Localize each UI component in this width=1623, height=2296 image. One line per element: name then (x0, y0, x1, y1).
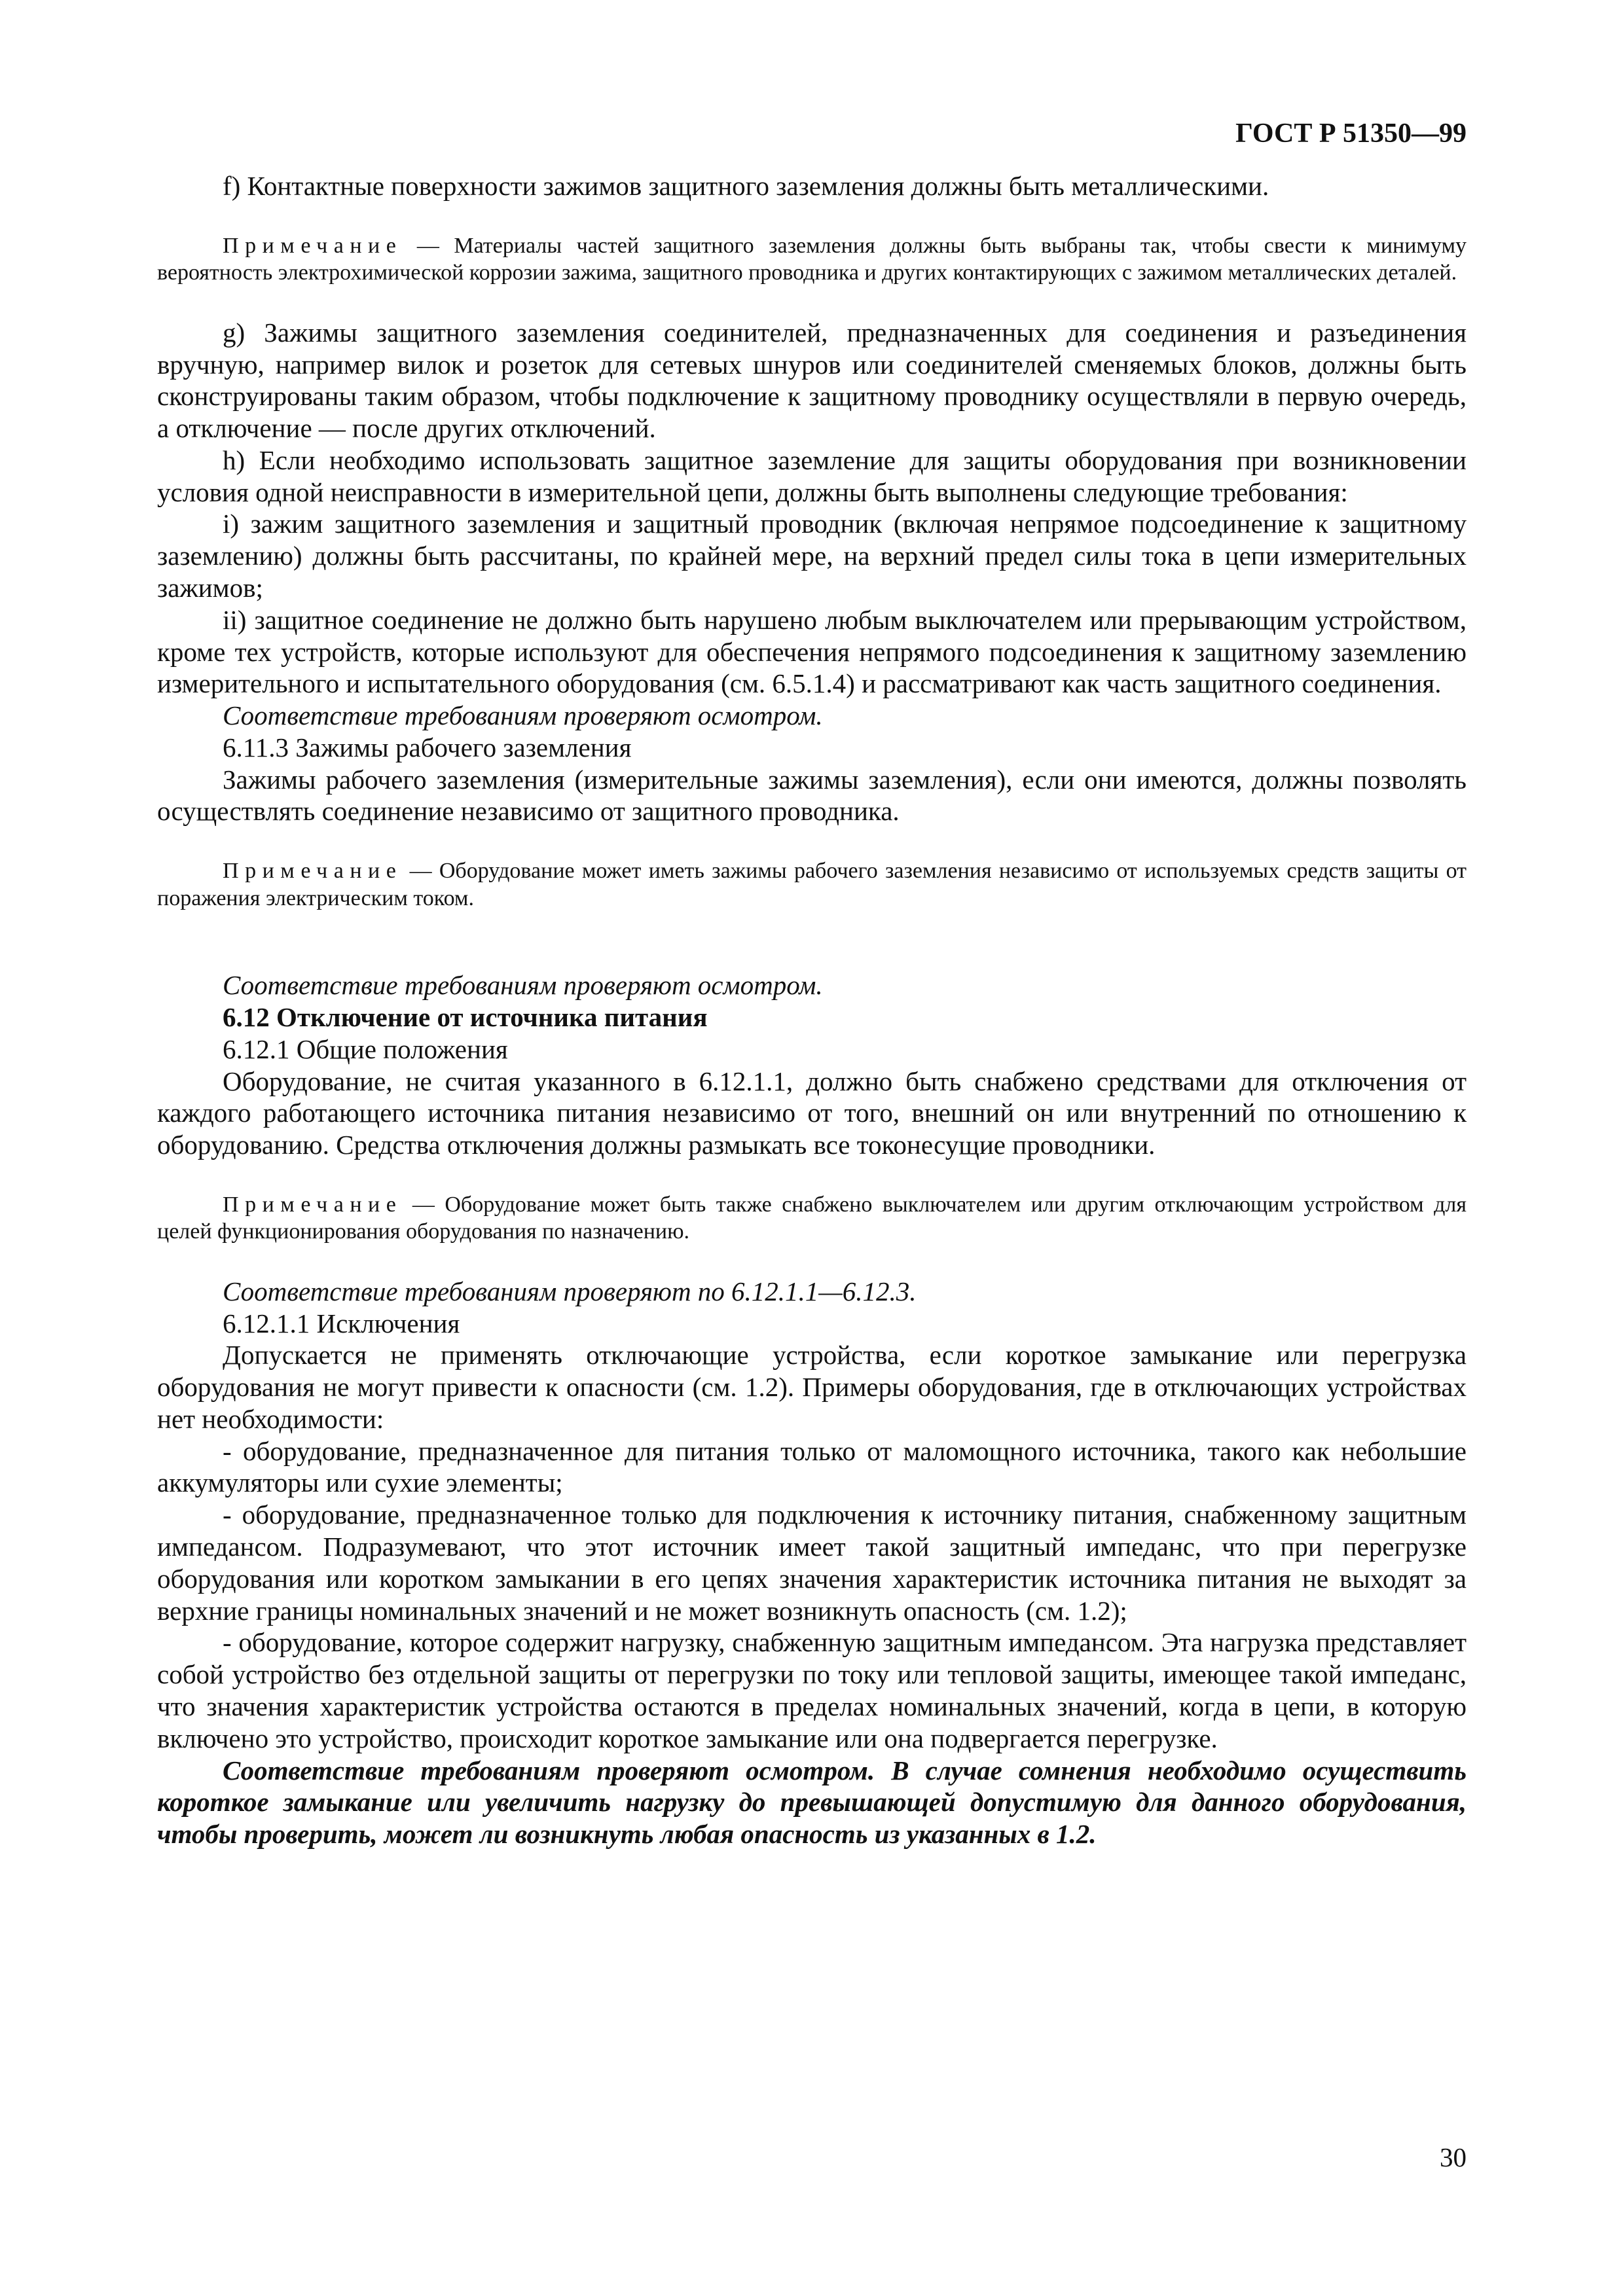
note-2 (157, 857, 1467, 912)
paragraph-6-12-1: Оборудование, не считая указанного в 6.12.1.1, должно быть снабжено средствами для отключения от каждого работающего источника питания независимо от того, внешний он или внутренний по отношению к оборудованию. Средства отключения должны размыкать все токонесущие проводники. (157, 1066, 1467, 1160)
document-page (157, 98, 1467, 2245)
paragraph-i: i) зажим защитного заземления и защитный проводник (включая непрямое подсоединение к защитному заземлению) должны быть рассчитаны, по крайней мере, на верхний предел силы тока в цепи измерительных зажимов; (157, 509, 1467, 603)
compliance-check-1: Соответствие требованиям проверяют осмотром. (223, 700, 823, 731)
section-heading-6-12-1: 6.12.1 Общие положения (223, 1033, 508, 1064)
note-3 (157, 1191, 1467, 1246)
note-text: — Оборудование может быть также снабжено выключателем или другим отключающим устройством для целей функционирования оборудования по назначению. (157, 1192, 1467, 1244)
paragraph-h: h) Если необходимо использовать защитное заземление для защиты оборудования при возникновении условия одной неисправности в измерительной цепи, должны быть выполнены следующие требования: (157, 444, 1467, 507)
note-text: — Оборудование может иметь зажимы рабочего заземления независимо от используемых средств защиты от поражения электрическим током. (157, 859, 1467, 910)
document-header: ГОСТ Р 51350—99 (1235, 118, 1467, 149)
paragraph-g: g) Зажимы защитного заземления соединителей, предназначенных для соединения и разъединения вручную, например вилок и розеток для сетевых шнуров или соединителей сменяемых блоков, должны быть сконструированы таким образом, чтобы подключение к защитному проводнику осуществляли в первую очередь, а отключение — после других отключений. (157, 317, 1467, 444)
list-item-2: - оборудование, предназначенное только для подключения к источнику питания, снабженному защитным импедансом. Подразумевают, что этот источник имеет такой защитный импеданс, что при перегрузке оборудования или коротком замыкании в его цепях значения характеристик источника питания не выходят за верхние границы номинальных значений и не может возникнуть опасность (см. 1.2); (157, 1499, 1467, 1626)
document-body (157, 170, 1467, 1850)
page-number: 30 (1440, 2142, 1467, 2172)
note-label: Примечание (223, 1192, 403, 1217)
compliance-check-4: Соответствие требованиям проверяют осмотром. В случае сомнения необходимо осуществить короткое замыкание или увеличить нагрузку до превышающей допустимую для данного оборудования, чтобы проверить, может ли возникнуть любая опасность из указанных в 1.2. (157, 1755, 1467, 1850)
section-heading-6-11-3: 6.11.3 Зажимы рабочего заземления (223, 732, 632, 762)
note-label: Примечание (223, 233, 403, 258)
paragraph-6-11-3: Зажимы рабочего заземления (измерительные зажимы заземления), если они имеются, должны позволять осуществлять соединение независимо от защитного проводника. (157, 764, 1467, 827)
compliance-check-3: Соответствие требованиям проверяют по 6.12.1.1—6.12.3. (223, 1276, 917, 1306)
paragraph-6-12-1-1: Допускается не применять отключающие устройства, если короткое замыкание или перегрузка оборудования не могут привести к опасности (см. 1.2). Примеры оборудования, где в отключающих устройствах нет необходимости: (157, 1340, 1467, 1434)
compliance-check-2: Соответствие требованиям проверяют осмотром. (223, 970, 823, 1001)
section-heading-6-12-1-1: 6.12.1.1 Исключения (223, 1308, 460, 1338)
note-label: Примечание (223, 859, 403, 884)
note-text: — Материалы частей защитного заземления должны быть выбраны так, чтобы свести к минимуму вероятность электрохимической коррозии зажима, защитного проводника и других контактирующих с зажимом металлических деталей. (157, 233, 1467, 285)
note-1 (157, 232, 1467, 287)
paragraph-ii: ii) защитное соединение не должно быть нарушено любым выключателем или прерывающим устройством, кроме тех устройств, которые используют для обеспечения непрямого подсоединения к защитному заземлению измерительного и испытательного оборудования (см. 6.5.1.4) и рассматривают как часть защитного соединения. (157, 604, 1467, 699)
section-heading-6-12: 6.12 Отключение от источника питания (223, 1001, 708, 1032)
list-item-1: - оборудование, предназначенное для питания только от маломощного источника, такого как небольшие аккумуляторы или сухие элементы; (157, 1435, 1467, 1498)
paragraph-f: f) Контактные поверхности зажимов защитного заземления должны быть металлическими. (223, 171, 1269, 201)
list-item-3: - оборудование, которое содержит нагрузку, снабженную защитным импедансом. Эта нагрузка представляет собой устройство без отдельной защиты от перегрузки по току или тепловой защиты, имеющее такой импеданс, что значения характеристик устройства остаются в пределах номинальных значений, когда в цепи, в которую включено это устройство, происходит короткое замыкание или она подвергается перегрузке. (157, 1627, 1467, 1753)
